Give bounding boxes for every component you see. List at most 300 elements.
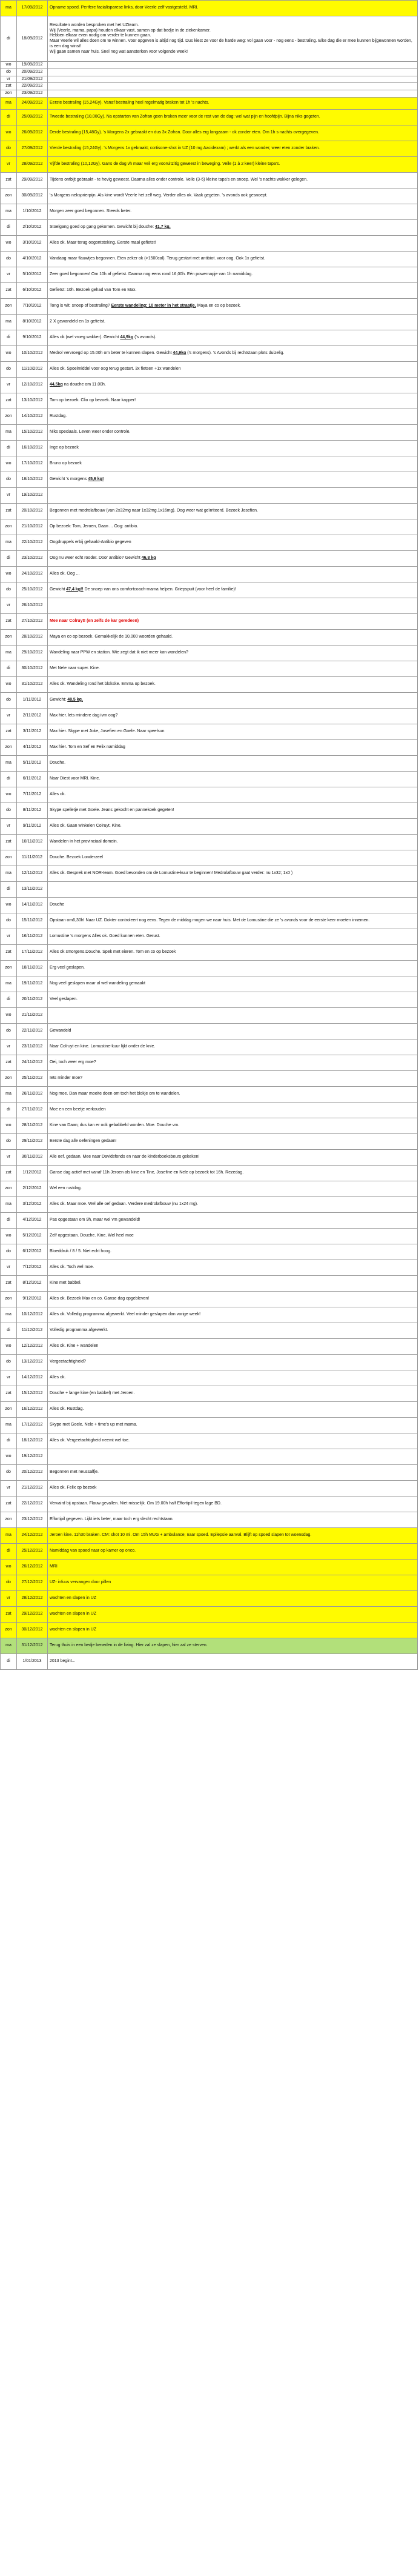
diary-row xyxy=(1,1464,418,1480)
weekday-cell: wo xyxy=(1,566,17,582)
date-cell: 22/12/2012 xyxy=(17,1496,48,1512)
date-cell: 23/09/2012 xyxy=(17,90,48,98)
date-cell: 16/11/2012 xyxy=(17,929,48,944)
note-cell: Stoelgang goed op gang gekomen. Gewicht bij douche: 41,7 kg. xyxy=(48,219,418,235)
date-cell: 7/12/2012 xyxy=(17,1260,48,1275)
date-cell: 7/11/2012 xyxy=(17,787,48,802)
diary-row xyxy=(1,944,418,960)
weekday-cell: ma xyxy=(1,1196,17,1212)
date-cell: 19/11/2012 xyxy=(17,976,48,992)
weekday-cell: di xyxy=(1,16,17,62)
date-cell: 10/11/2012 xyxy=(17,834,48,850)
diary-row xyxy=(1,771,418,787)
diary-row xyxy=(1,724,418,739)
date-cell: 30/11/2012 xyxy=(17,1149,48,1165)
weekday-cell: zat xyxy=(1,1055,17,1070)
weekday-cell: do xyxy=(1,1023,17,1039)
diary-row xyxy=(1,1338,418,1354)
diary-row xyxy=(1,1212,418,1228)
weekday-cell: zat xyxy=(1,282,17,298)
diary-row xyxy=(1,76,418,83)
weekday-cell: vr xyxy=(1,1590,17,1606)
note-cell: Nog moe. Dan maar moeite doen om toch het blokje om te wandelen. xyxy=(48,1086,418,1102)
note-cell: Alles ok. Volledig programma afgewerkt. Veel minder geslapen dan vorige week! xyxy=(48,1307,418,1323)
weekday-cell: do xyxy=(1,251,17,267)
date-cell: 4/11/2012 xyxy=(17,739,48,755)
date-cell: 9/10/2012 xyxy=(17,330,48,345)
weekday-cell: di xyxy=(1,771,17,787)
diary-row xyxy=(1,1449,418,1464)
note-cell: Zelf opgestaan. Douche. Kine. Wel heel moe xyxy=(48,1228,418,1244)
date-cell: 24/09/2012 xyxy=(17,97,48,109)
diary-row xyxy=(1,550,418,566)
note-cell: Max hier. Skype met Joke, Josefien en Goele. Naar speelsun xyxy=(48,724,418,739)
diary-row xyxy=(1,897,418,913)
emphasis-value: 44,9kg xyxy=(120,335,134,339)
weekday-cell: zat xyxy=(1,1496,17,1512)
weekday-cell: wo xyxy=(1,1559,17,1575)
note-cell: wachten en slapen in UZ xyxy=(48,1606,418,1622)
note-cell: Bloeddruk / 8 / 5. Niet echt hoog. xyxy=(48,1244,418,1260)
diary-row xyxy=(1,330,418,345)
note-cell: Alles ok. Wandeling rond het blokske. Emma op bezoek. xyxy=(48,676,418,692)
weekday-cell: zon xyxy=(1,409,17,424)
diary-row xyxy=(1,1165,418,1181)
note-cell: Wandelen in het provinciaal domein. xyxy=(48,834,418,850)
note-cell: Effortipil gegeven. Lijkt iets beter, maar toch erg slecht rechtstaan. xyxy=(48,1512,418,1527)
diary-row xyxy=(1,802,418,818)
diary-row xyxy=(1,267,418,282)
weekday-cell: vr xyxy=(1,1039,17,1055)
note-cell: Morgen zeer goed begonnen. Steeds beter. xyxy=(48,204,418,219)
diary-row xyxy=(1,881,418,897)
diary-row xyxy=(1,1007,418,1023)
diary-rows xyxy=(1,1,418,1670)
note-cell: Naar Colruyt en kine. Lomustine-kuur lijkt onder de knie. xyxy=(48,1039,418,1055)
emphasis-value: 47,4 kg!! xyxy=(66,587,84,592)
date-cell: 8/10/2012 xyxy=(17,314,48,330)
note-cell: Gewicht: 48,5 kg. xyxy=(48,692,418,708)
note-cell: Bruno op bezoek xyxy=(48,456,418,472)
weekday-cell: zat xyxy=(1,834,17,850)
date-cell: 1/11/2012 xyxy=(17,692,48,708)
emphasis-value: 45,6 kg! xyxy=(88,476,104,481)
weekday-cell: zon xyxy=(1,1622,17,1638)
note-cell: wachten en slapen in UZ xyxy=(48,1622,418,1638)
date-cell: 13/11/2012 xyxy=(17,881,48,897)
weekday-cell: zat xyxy=(1,944,17,960)
weekday-cell: wo xyxy=(1,345,17,361)
date-cell: 18/12/2012 xyxy=(17,1433,48,1449)
weekday-cell: zat xyxy=(1,503,17,519)
note-cell xyxy=(48,613,418,629)
date-cell: 25/12/2012 xyxy=(17,1543,48,1559)
date-cell: 17/11/2012 xyxy=(17,944,48,960)
diary-row xyxy=(1,1590,418,1606)
weekday-cell: vr xyxy=(1,708,17,724)
diary-row xyxy=(1,1039,418,1055)
date-cell: 25/10/2012 xyxy=(17,582,48,598)
note-cell: Skype spelletje met Goele. Jeans gekocht en pannekoek gegeten! xyxy=(48,802,418,818)
weekday-cell: do xyxy=(1,1354,17,1370)
date-cell: 8/11/2012 xyxy=(17,802,48,818)
diary-row xyxy=(1,1401,418,1417)
diary-row xyxy=(1,850,418,866)
diary-row xyxy=(1,409,418,424)
date-cell: 21/10/2012 xyxy=(17,519,48,535)
date-cell: 17/12/2012 xyxy=(17,1417,48,1433)
note-cell: Derde bestraling (15,48Gy). 's Morgens 2x gebraakt en dus 3x Zofran. Door alles erg langzaam - ok zonder eten. Om 1h s nachts overgegeven. xyxy=(48,125,418,141)
date-cell: 15/10/2012 xyxy=(17,424,48,440)
date-cell: 25/11/2012 xyxy=(17,1070,48,1086)
note-cell: Gewicht 's morgens 45,6 kg! xyxy=(48,472,418,487)
date-cell: 13/10/2012 xyxy=(17,393,48,409)
diary-row xyxy=(1,1386,418,1401)
note-cell: Vierde bestraling (15,24Gy). 's Morgens 1x gebraakt; cortisone-shot in UZ (10 mg Aacidexam) ; werkt als een wonder; weer eten zonder braken. xyxy=(48,141,418,156)
note-cell: Rustdag. xyxy=(48,409,418,424)
date-cell: 6/12/2012 xyxy=(17,1244,48,1260)
note-cell: Pas opgestaan om 9h, maar wel vm gewandeld! xyxy=(48,1212,418,1228)
emphasis-value: 41,7 kg. xyxy=(154,224,171,229)
note-cell: wachten en slapen in UZ xyxy=(48,1590,418,1606)
diary-row xyxy=(1,393,418,409)
weekday-cell: ma xyxy=(1,97,17,109)
weekday-cell: vr xyxy=(1,1480,17,1496)
date-cell: 6/10/2012 xyxy=(17,282,48,298)
note-cell: Inge op bezoek xyxy=(48,440,418,456)
diary-row xyxy=(1,645,418,661)
date-cell: 20/09/2012 xyxy=(17,68,48,76)
note-cell: UZ- infuus vervangen door pillen xyxy=(48,1575,418,1590)
note-cell xyxy=(48,881,418,897)
diary-row xyxy=(1,1622,418,1638)
weekday-cell: ma xyxy=(1,204,17,219)
diary-row xyxy=(1,141,418,156)
diary-row xyxy=(1,1323,418,1338)
note-cell: Tweede bestraling (10,00Gy). Na opstarten van Zofran geen braken meer voor de rest van de dag: wel wat pijn en hoofdpijn. Bijna niks gegeten. xyxy=(48,109,418,125)
weekday-cell: zat xyxy=(1,393,17,409)
weekday-cell: zon xyxy=(1,90,17,98)
note-cell: Alles ok. Kine + wandelen xyxy=(48,1338,418,1354)
diary-row xyxy=(1,1086,418,1102)
diary-row xyxy=(1,90,418,98)
diary-row xyxy=(1,97,418,109)
diary-row xyxy=(1,314,418,330)
weekday-cell: wo xyxy=(1,787,17,802)
note-cell: Alles ok. Gaan winkelen Colruyt. Kine. xyxy=(48,818,418,834)
note-cell: Gewandeld xyxy=(48,1023,418,1039)
date-cell: 7/10/2012 xyxy=(17,298,48,314)
date-cell: 24/12/2012 xyxy=(17,1527,48,1543)
weekday-cell: ma xyxy=(1,976,17,992)
diary-row xyxy=(1,472,418,487)
diary-row xyxy=(1,62,418,69)
weekday-cell: ma xyxy=(1,314,17,330)
weekday-cell: zat xyxy=(1,1165,17,1181)
weekday-cell: ma xyxy=(1,1307,17,1323)
note-cell: Moe en een beetje verkouden xyxy=(48,1102,418,1118)
weekday-cell: ma xyxy=(1,1638,17,1653)
note-cell: Alles ok. Toch wel moe. xyxy=(48,1260,418,1275)
weekday-cell: ma xyxy=(1,535,17,550)
diary-row xyxy=(1,1559,418,1575)
note-cell: Tom op bezoek. Clio op bezoek. Naar kapper! xyxy=(48,393,418,409)
diary-row xyxy=(1,1496,418,1512)
date-cell: 3/11/2012 xyxy=(17,724,48,739)
note-cell: Eerste bestraling (15,24Gy). Vanaf bestraling heel regelmatig braken tot 1h 's nachts. xyxy=(48,97,418,109)
weekday-cell: zon xyxy=(1,850,17,866)
note-cell: Jeroen kine. 11h30 braken. CM: shot 10 ml. Om 15h MUG + ambulance; naar spoed. Epilepsie aanval. Blijft op spoed slapen tot woensdag. xyxy=(48,1527,418,1543)
note-cell xyxy=(48,1007,418,1023)
date-cell: 29/10/2012 xyxy=(17,645,48,661)
weekday-cell: wo xyxy=(1,1007,17,1023)
weekday-cell: do xyxy=(1,1133,17,1149)
diary-row xyxy=(1,1480,418,1496)
weekday-cell: zon xyxy=(1,1512,17,1527)
diary-row xyxy=(1,629,418,645)
weekday-cell: vr xyxy=(1,377,17,393)
diary-row xyxy=(1,219,418,235)
note-cell: Nog veel geslapen maar al wel wandeling gemaakt xyxy=(48,976,418,992)
diary-row xyxy=(1,361,418,377)
note-cell xyxy=(48,76,418,83)
date-cell: 1/01/2013 xyxy=(17,1653,48,1669)
weekday-cell: wo xyxy=(1,62,17,69)
date-cell: 14/12/2012 xyxy=(17,1370,48,1386)
diary-row xyxy=(1,1417,418,1433)
diary-row xyxy=(1,109,418,125)
note-cell: Alles ok. xyxy=(48,1370,418,1386)
date-cell: 1/12/2012 xyxy=(17,1165,48,1181)
weekday-cell: do xyxy=(1,472,17,487)
weekday-cell: di xyxy=(1,109,17,125)
date-cell: 14/11/2012 xyxy=(17,897,48,913)
diary-row xyxy=(1,866,418,881)
diary-row xyxy=(1,1260,418,1275)
diary-row xyxy=(1,1070,418,1086)
date-cell: 19/12/2012 xyxy=(17,1449,48,1464)
date-cell: 26/11/2012 xyxy=(17,1086,48,1102)
note-cell: Gewicht 47,4 kg!! De snoep van ons comfortcoach-mama helpen. Griepspuit (voor heel de familie)! xyxy=(48,582,418,598)
note-cell: Gefietst: 10h. Bezoek gehad van Tom en Max. xyxy=(48,282,418,298)
date-cell: 9/12/2012 xyxy=(17,1291,48,1307)
diary-row xyxy=(1,298,418,314)
date-cell: 4/10/2012 xyxy=(17,251,48,267)
date-cell: 27/09/2012 xyxy=(17,141,48,156)
note-cell: Wandeling naar PPW en station. Wie zegt dat ik niet meer kan wandelen? xyxy=(48,645,418,661)
date-cell: 23/10/2012 xyxy=(17,550,48,566)
weekday-cell: do xyxy=(1,141,17,156)
emphasis-value: Eerste wandeling: 10 meter in het straatje. xyxy=(111,303,196,308)
note-cell: Douche xyxy=(48,897,418,913)
date-cell: 2/10/2012 xyxy=(17,219,48,235)
diary-row xyxy=(1,1512,418,1527)
diary-row xyxy=(1,68,418,76)
date-cell: 23/12/2012 xyxy=(17,1512,48,1527)
diary-row xyxy=(1,16,418,62)
diary-row xyxy=(1,156,418,172)
diary-row xyxy=(1,1638,418,1653)
date-cell: 16/10/2012 xyxy=(17,440,48,456)
weekday-cell: ma xyxy=(1,1086,17,1102)
date-cell: 3/12/2012 xyxy=(17,1196,48,1212)
note-cell: Volledig programma afgewerkt. xyxy=(48,1323,418,1338)
diary-row xyxy=(1,739,418,755)
diary-row xyxy=(1,1,418,16)
diary-row xyxy=(1,582,418,598)
weekday-cell: di xyxy=(1,661,17,676)
note-cell: Namiddag van spoed naar op kamer op onco. xyxy=(48,1543,418,1559)
diary-row xyxy=(1,235,418,251)
diary-row xyxy=(1,787,418,802)
note-cell: Alles ok. Spoelmiddel voor oog terug gestart. 3x fietsen +1x wandelen xyxy=(48,361,418,377)
diary-row xyxy=(1,519,418,535)
diary-row xyxy=(1,598,418,613)
note-cell: Alle oef. gedaan. Mee naar Davidsfonds en naar de kinderboeksbeurs gekeken! xyxy=(48,1149,418,1165)
date-cell: 18/09/2012 xyxy=(17,16,48,62)
weekday-cell: zat xyxy=(1,1606,17,1622)
note-cell xyxy=(48,62,418,69)
diary-row xyxy=(1,992,418,1007)
weekday-cell: di xyxy=(1,219,17,235)
note-cell: Veel geslapen. xyxy=(48,992,418,1007)
diary-row xyxy=(1,456,418,472)
note-cell: Alles ok. xyxy=(48,787,418,802)
note-cell: Oei, toch weer erg moe? xyxy=(48,1055,418,1070)
note-cell: Begonnen met neussalfje. xyxy=(48,1464,418,1480)
note-cell xyxy=(48,1449,418,1464)
diary-row xyxy=(1,188,418,204)
date-cell: 9/11/2012 xyxy=(17,818,48,834)
weekday-cell: vr xyxy=(1,487,17,503)
note-cell: Wel een rustdag. xyxy=(48,1181,418,1196)
note-cell: Maya en co op bezoek. Gemakkelijk de 10,000 woorden gehaald. xyxy=(48,629,418,645)
date-cell: 16/12/2012 xyxy=(17,1401,48,1417)
weekday-cell: zon xyxy=(1,188,17,204)
note-cell: Oogdruppels erbij gehaald-Antibio gegeven xyxy=(48,535,418,550)
weekday-cell: wo xyxy=(1,456,17,472)
weekday-cell: di xyxy=(1,1102,17,1118)
date-cell: 10/10/2012 xyxy=(17,345,48,361)
weekday-cell: wo xyxy=(1,235,17,251)
weekday-cell: do xyxy=(1,1575,17,1590)
date-cell: 18/11/2012 xyxy=(17,960,48,976)
date-cell: 20/10/2012 xyxy=(17,503,48,519)
weekday-cell: zat xyxy=(1,1275,17,1291)
weekday-cell: wo xyxy=(1,125,17,141)
weekday-cell: zat xyxy=(1,613,17,629)
diary-row xyxy=(1,1433,418,1449)
weekday-cell: vr xyxy=(1,156,17,172)
note-cell: Resultaten worden besproken met het UZteam. Wij (Veerle, mama, papa) houden elkaar vast, samen op dat bedje in de ziekenkamer. Hebben elkaar even nodig om verder te kunnen gaan. Maar Veerle wil alles doen om te winnen. Voor opgeven is altijd nog tijd. Dus kiest ze voor de harde weg: vol gaan voor - nog eens - bestraling. Elke dag die er mee kunnen bijgewonnen worden, is een dag winst! Wij gaan samen naar huis. Snel nog wat aansterken voor volgende week! xyxy=(48,16,418,62)
diary-row xyxy=(1,676,418,692)
weekday-cell: wo xyxy=(1,1118,17,1133)
note-cell: Opstaan om6,30h! Naar UZ. Dokter controleert nog eens. Tegen de middag mogen we naar huis. Met de Lomustine die ze 's avonds voor de eerste keer moeten innemen. xyxy=(48,913,418,929)
diary-row xyxy=(1,1244,418,1260)
note-cell: Alles ok (wel vroeg wakker). Gewicht 44,9kg ('s avonds). xyxy=(48,330,418,345)
emphasis-value: 44,9kg xyxy=(173,350,186,355)
weekday-cell: do xyxy=(1,802,17,818)
date-cell: 26/09/2012 xyxy=(17,125,48,141)
note-cell xyxy=(48,487,418,503)
diary-row xyxy=(1,503,418,519)
date-cell: 4/12/2012 xyxy=(17,1212,48,1228)
weekday-cell: vr xyxy=(1,76,17,83)
diary-row xyxy=(1,613,418,629)
note-cell: Alles ok. Rustdag. xyxy=(48,1401,418,1417)
diary-row xyxy=(1,1149,418,1165)
note-cell: Naar Diest voor MRI. Kine. xyxy=(48,771,418,787)
date-cell: 6/11/2012 xyxy=(17,771,48,787)
date-cell: 24/10/2012 xyxy=(17,566,48,582)
date-cell: 22/09/2012 xyxy=(17,83,48,90)
diary-row xyxy=(1,1527,418,1543)
diary-row xyxy=(1,692,418,708)
date-cell: 11/10/2012 xyxy=(17,361,48,377)
weekday-cell: di xyxy=(1,440,17,456)
date-cell: 27/11/2012 xyxy=(17,1102,48,1118)
weekday-cell: ma xyxy=(1,645,17,661)
date-cell: 19/09/2012 xyxy=(17,62,48,69)
diary-row xyxy=(1,1181,418,1196)
diary-row xyxy=(1,377,418,393)
note-cell: Alles ok. Oog ... xyxy=(48,566,418,582)
weekday-cell: vr xyxy=(1,598,17,613)
diary-row xyxy=(1,1118,418,1133)
emphasis-value: 48,5 kg. xyxy=(67,697,83,702)
diary-row xyxy=(1,708,418,724)
weekday-cell: di xyxy=(1,881,17,897)
diary-row xyxy=(1,345,418,361)
weekday-cell: di xyxy=(1,1212,17,1228)
weekday-cell: zat xyxy=(1,1386,17,1401)
date-cell: 22/11/2012 xyxy=(17,1023,48,1039)
date-cell: 12/12/2012 xyxy=(17,1338,48,1354)
note-cell: Lomustine 's morgens Alles ok. Goed kunnen eten. Gerust. xyxy=(48,929,418,944)
date-cell: 11/11/2012 xyxy=(17,850,48,866)
diary-row xyxy=(1,535,418,550)
weekday-cell: di xyxy=(1,550,17,566)
note-cell: Alles ok. Bezoek Max en co. Ganse dag opgebleven! xyxy=(48,1291,418,1307)
weekday-cell: do xyxy=(1,913,17,929)
note-cell: 2 X gewandeld en 1x gefietst. xyxy=(48,314,418,330)
weekday-cell: vr xyxy=(1,818,17,834)
emphasis-value: 46,8 kg xyxy=(141,555,156,560)
date-cell: 18/10/2012 xyxy=(17,472,48,487)
diary-row xyxy=(1,1275,418,1291)
note-cell: Terug thuis in een bedje beneden in de living. Hier zal ze slapen, hier zal ze sterven. xyxy=(48,1638,418,1653)
weekday-cell: di xyxy=(1,330,17,345)
weekday-cell: zon xyxy=(1,298,17,314)
diary-row xyxy=(1,1370,418,1386)
date-cell: 12/10/2012 xyxy=(17,377,48,393)
weekday-cell: wo xyxy=(1,676,17,692)
note-cell: Douche + lange kine (en babbel) met Jeroen. xyxy=(48,1386,418,1401)
weekday-cell: di xyxy=(1,1543,17,1559)
weekday-cell: di xyxy=(1,1433,17,1449)
weekday-cell: zon xyxy=(1,960,17,976)
weekday-cell: vr xyxy=(1,929,17,944)
weekday-cell: do xyxy=(1,68,17,76)
diary-row xyxy=(1,1307,418,1323)
weekday-cell: ma xyxy=(1,1417,17,1433)
date-cell: 20/12/2012 xyxy=(17,1464,48,1480)
weekday-cell: vr xyxy=(1,1260,17,1275)
date-cell: 3/10/2012 xyxy=(17,235,48,251)
diary-row xyxy=(1,661,418,676)
date-cell: 21/11/2012 xyxy=(17,1007,48,1023)
weekday-cell: vr xyxy=(1,1370,17,1386)
